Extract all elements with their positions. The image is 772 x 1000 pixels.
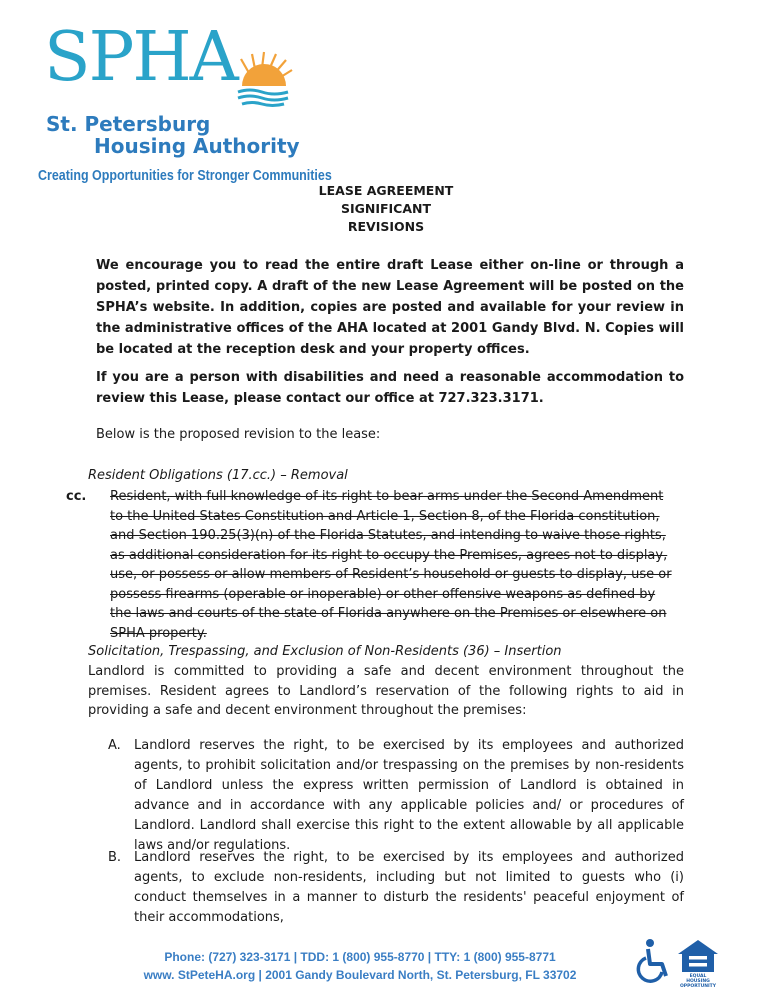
intro-paragraph-1: We encourage you to read the entire draft Lease either on-line or through a posted, printed copy. A draft of the new Lease Agreement will be posted on the SPHA’s website. In addition, copies are posted and available for your review in the administrative offices of the AHA located at 2001 Gandy Blvd. N. Copies will be located at the reception desk and your property offices.: [96, 258, 684, 357]
logo-authority-text: Housing Authority: [94, 134, 300, 158]
section-heading-resident-obligations: Resident Obligations (17.cc.) – Removal: [88, 468, 348, 483]
section-2-intro: Landlord is committed to providing a safe and decent environment throughout the premises. Resident agrees to Landlord’s reservation of the following rights to aid in providing a safe and decent environment throughout the premises:: [88, 664, 684, 718]
list-item-text: Landlord reserves the right, to be exercised by its employees and authorized agents, to exclude non-residents, including but not limited to guests who (i) conduct themselves in a manner to disturb the residents' peaceful enjoyment of their accommodations,: [134, 850, 684, 925]
logo-spha-text: SPHA: [44, 18, 237, 97]
list-item-a: [108, 736, 684, 856]
list-item-b: [108, 848, 684, 928]
intro-paragraph-2: If you are a person with disabilities and need a reasonable accommodation to review this Lease, please contact our office at 727.323.3171.: [96, 370, 684, 406]
wheelchair-accessibility-icon: [636, 938, 674, 984]
list-marker: B.: [108, 850, 122, 865]
logo-tagline: Creating Opportunities for Stronger Communities: [38, 168, 332, 184]
footer-address-line: www. StPeteHA.org | 2001 Gandy Boulevard North, St. Petersburg, FL 33702: [143, 968, 577, 982]
struck-clause-cc: [66, 487, 678, 643]
spha-logo: [36, 18, 336, 184]
intro-paragraph-3: Below is the proposed revision to the lease:: [96, 427, 381, 442]
list-marker: A.: [108, 738, 121, 753]
footer-phone-line: Phone: (727) 323-3171 | TDD: 1 (800) 955-8770 | TTY: 1 (800) 955-8771: [164, 950, 556, 964]
clause-text: Resident, with full knowledge of its right to bear arms under the Second Amendment to the United States Constitution and Article 1, Section 8, of the Florida constitution, and Section 190.25(3)(n) of the Florida Statutes, and intending to waive those rights, as additional consideration for its right to occupy the Premises, agrees not to display, use, or possess or allow members of Resident’s household or guests to display, use or possess firearms (operable or inoperable) or other offensive weapons as defined by the laws and courts of the state of Florida anywhere on the Premises or elsewhere on SPHA property.: [110, 489, 672, 641]
title-line-1: LEASE AGREEMENT: [318, 183, 454, 198]
section-heading-solicitation: Solicitation, Trespassing, and Exclusion of Non-Residents (36) – Insertion: [88, 644, 562, 659]
footer-icons: [636, 938, 736, 989]
title-line-2: SIGNIFICANT: [340, 201, 432, 216]
list-item-text: Landlord reserves the right, to be exercised by its employees and authorized agents, to prohibit solicitation and/or trespassing on the premises by non-residents of Landlord unless the express written permission of Landlord is obtained in advance and in accordance with any applicable policies and/ or procedures of Landlord. Landlord shall exercise this right to the extent allowable by all applicable laws and/or regulations.: [134, 738, 684, 853]
document-title: [0, 182, 772, 236]
equal-housing-icon: [676, 938, 720, 974]
clause-label: cc.: [66, 489, 87, 504]
title-line-3: REVISIONS: [347, 219, 425, 234]
equal-housing-label: EQUAL HOUSING OPPORTUNITY: [679, 974, 716, 989]
footer-contact: [0, 948, 720, 984]
logo-city-text: St. Petersburg: [46, 112, 211, 136]
